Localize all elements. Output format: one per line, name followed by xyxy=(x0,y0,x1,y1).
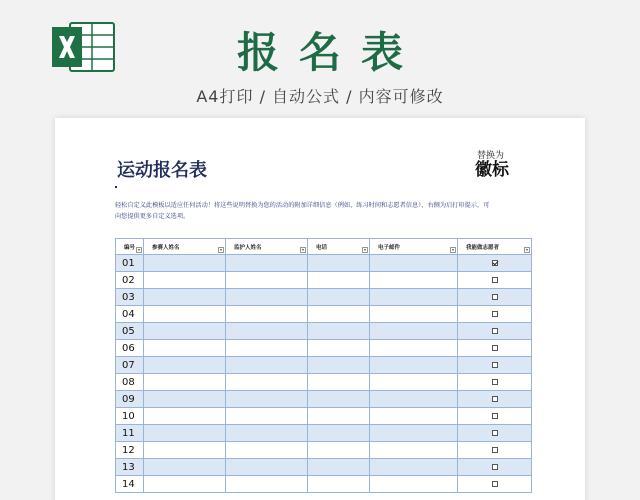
cell-email[interactable] xyxy=(370,374,458,391)
cell-participant[interactable] xyxy=(144,408,226,425)
title-underline-mark xyxy=(115,186,117,188)
cell-number[interactable]: 10 xyxy=(116,408,144,425)
cell-guardian[interactable] xyxy=(226,340,308,357)
cell-number[interactable]: 09 xyxy=(116,391,144,408)
cell-guardian[interactable] xyxy=(226,306,308,323)
table-row xyxy=(116,357,532,374)
filter-dropdown-icon[interactable] xyxy=(524,247,530,253)
cell-volunteer[interactable] xyxy=(458,357,532,374)
volunteer-checkbox[interactable] xyxy=(492,345,498,351)
cell-participant[interactable] xyxy=(144,425,226,442)
volunteer-checkbox[interactable] xyxy=(492,464,498,470)
logo-placeholder[interactable] xyxy=(475,148,509,179)
table-row xyxy=(116,340,532,357)
cell-guardian[interactable] xyxy=(226,442,308,459)
cell-number[interactable]: 12 xyxy=(116,442,144,459)
spreadsheet-page xyxy=(55,118,585,500)
cell-number[interactable]: 14 xyxy=(116,476,144,493)
table-row xyxy=(116,391,532,408)
cell-guardian[interactable] xyxy=(226,391,308,408)
cell-phone[interactable] xyxy=(308,306,370,323)
cell-phone[interactable] xyxy=(308,408,370,425)
cell-phone[interactable] xyxy=(308,340,370,357)
page-subtitle: A4打印 / 自动公式 / 内容可修改 xyxy=(196,87,444,106)
cell-email[interactable] xyxy=(370,391,458,408)
cell-guardian[interactable] xyxy=(226,408,308,425)
table-header-row xyxy=(116,239,532,255)
cell-participant[interactable] xyxy=(144,374,226,391)
cell-volunteer[interactable] xyxy=(458,408,532,425)
cell-volunteer[interactable] xyxy=(458,340,532,357)
cell-phone[interactable] xyxy=(308,391,370,408)
cell-guardian[interactable] xyxy=(226,476,308,493)
table-row xyxy=(116,459,532,476)
cell-phone[interactable] xyxy=(308,476,370,493)
table-row xyxy=(116,442,532,459)
table-row xyxy=(116,374,532,391)
cell-number[interactable]: 05 xyxy=(116,323,144,340)
cell-number[interactable]: 01 xyxy=(116,255,144,272)
cell-number[interactable]: 08 xyxy=(116,374,144,391)
cell-participant[interactable] xyxy=(144,306,226,323)
cell-participant[interactable] xyxy=(144,255,226,272)
cell-volunteer[interactable] xyxy=(458,459,532,476)
cell-email[interactable] xyxy=(370,323,458,340)
filter-dropdown-icon[interactable] xyxy=(450,247,456,253)
cell-volunteer[interactable] xyxy=(458,476,532,493)
cell-participant[interactable] xyxy=(144,442,226,459)
cell-volunteer[interactable] xyxy=(458,306,532,323)
cell-email[interactable] xyxy=(370,289,458,306)
cell-guardian[interactable] xyxy=(226,425,308,442)
cell-email[interactable] xyxy=(370,459,458,476)
cell-phone[interactable] xyxy=(308,374,370,391)
cell-phone[interactable] xyxy=(308,357,370,374)
cell-email[interactable] xyxy=(370,476,458,493)
cell-email[interactable] xyxy=(370,306,458,323)
cell-number[interactable]: 02 xyxy=(116,272,144,289)
cell-number[interactable]: 06 xyxy=(116,340,144,357)
cell-guardian[interactable] xyxy=(226,289,308,306)
col-header-guardian[interactable]: 监护人姓名 xyxy=(226,239,308,255)
volunteer-checkbox[interactable] xyxy=(492,311,498,317)
volunteer-checkbox[interactable] xyxy=(492,447,498,453)
cell-participant[interactable] xyxy=(144,357,226,374)
cell-email[interactable] xyxy=(370,357,458,374)
table-row xyxy=(116,289,532,306)
table-row xyxy=(116,408,532,425)
volunteer-checkbox[interactable] xyxy=(492,328,498,334)
cell-phone[interactable] xyxy=(308,425,370,442)
table-row xyxy=(116,425,532,442)
cell-participant[interactable] xyxy=(144,476,226,493)
col-header-number[interactable]: 编号 xyxy=(116,239,144,255)
cell-number[interactable]: 03 xyxy=(116,289,144,306)
cell-volunteer[interactable] xyxy=(458,391,532,408)
col-header-phone[interactable]: 电话 xyxy=(308,239,370,255)
logo-placeholder-line2: 徽标 xyxy=(475,160,509,180)
form-title: 运动报名表 xyxy=(117,160,207,181)
filter-dropdown-icon[interactable] xyxy=(136,247,142,253)
filter-dropdown-icon[interactable] xyxy=(218,247,224,253)
cell-email[interactable] xyxy=(370,442,458,459)
table-row xyxy=(116,323,532,340)
cell-email[interactable] xyxy=(370,340,458,357)
page-title: 报名表 xyxy=(236,28,423,77)
cell-phone[interactable] xyxy=(308,289,370,306)
cell-participant[interactable] xyxy=(144,323,226,340)
col-header-email[interactable]: 电子邮件 xyxy=(370,239,458,255)
cell-participant[interactable] xyxy=(144,459,226,476)
cell-number[interactable]: 13 xyxy=(116,459,144,476)
table-row xyxy=(116,272,532,289)
cell-email[interactable] xyxy=(370,425,458,442)
volunteer-checkbox[interactable] xyxy=(492,481,498,487)
cell-volunteer[interactable] xyxy=(458,272,532,289)
cell-participant[interactable] xyxy=(144,289,226,306)
table-row xyxy=(116,255,532,272)
volunteer-checkbox[interactable] xyxy=(492,396,498,402)
volunteer-checkbox[interactable] xyxy=(492,362,498,368)
cell-volunteer[interactable] xyxy=(458,374,532,391)
cell-number[interactable]: 04 xyxy=(116,306,144,323)
cell-volunteer[interactable] xyxy=(458,323,532,340)
filter-dropdown-icon[interactable] xyxy=(300,247,306,253)
filter-dropdown-icon[interactable] xyxy=(362,247,368,253)
table-row xyxy=(116,476,532,493)
cell-volunteer[interactable] xyxy=(458,289,532,306)
cell-phone[interactable] xyxy=(308,323,370,340)
registration-table xyxy=(115,238,532,493)
cell-phone[interactable] xyxy=(308,272,370,289)
cell-phone[interactable] xyxy=(308,442,370,459)
cell-participant[interactable] xyxy=(144,340,226,357)
volunteer-checkbox[interactable] xyxy=(492,294,498,300)
volunteer-checkbox[interactable] xyxy=(492,260,498,266)
cell-phone[interactable] xyxy=(308,255,370,272)
cell-email[interactable] xyxy=(370,272,458,289)
cell-phone[interactable] xyxy=(308,459,370,476)
cell-guardian[interactable] xyxy=(226,255,308,272)
cell-guardian[interactable] xyxy=(226,357,308,374)
cell-number[interactable]: 11 xyxy=(116,425,144,442)
col-header-participant[interactable]: 参赛人姓名 xyxy=(144,239,226,255)
cell-participant[interactable] xyxy=(144,272,226,289)
cell-guardian[interactable] xyxy=(226,374,308,391)
cell-volunteer[interactable] xyxy=(458,425,532,442)
col-header-volunteer[interactable]: 我能做志愿者 xyxy=(458,239,532,255)
cell-guardian[interactable] xyxy=(226,272,308,289)
cell-number[interactable]: 07 xyxy=(116,357,144,374)
cell-volunteer[interactable] xyxy=(458,442,532,459)
volunteer-checkbox[interactable] xyxy=(492,413,498,419)
cell-participant[interactable] xyxy=(144,391,226,408)
cell-volunteer[interactable] xyxy=(458,255,532,272)
volunteer-checkbox[interactable] xyxy=(492,430,498,436)
cell-email[interactable] xyxy=(370,408,458,425)
volunteer-checkbox[interactable] xyxy=(492,277,498,283)
intro-text: 轻松自定义此模板以适应任何活动！将这些说明替换为您的活动的附加详细信息（例如，练习时间和志愿者信息），右侧为启打印提示，可向您提供更多自定义选项。 xyxy=(115,202,490,220)
table-row xyxy=(116,306,532,323)
cell-guardian[interactable] xyxy=(226,323,308,340)
volunteer-checkbox[interactable] xyxy=(492,379,498,385)
logo-placeholder-line1: 替换为 xyxy=(477,151,505,161)
cell-guardian[interactable] xyxy=(226,459,308,476)
cell-email[interactable] xyxy=(370,255,458,272)
